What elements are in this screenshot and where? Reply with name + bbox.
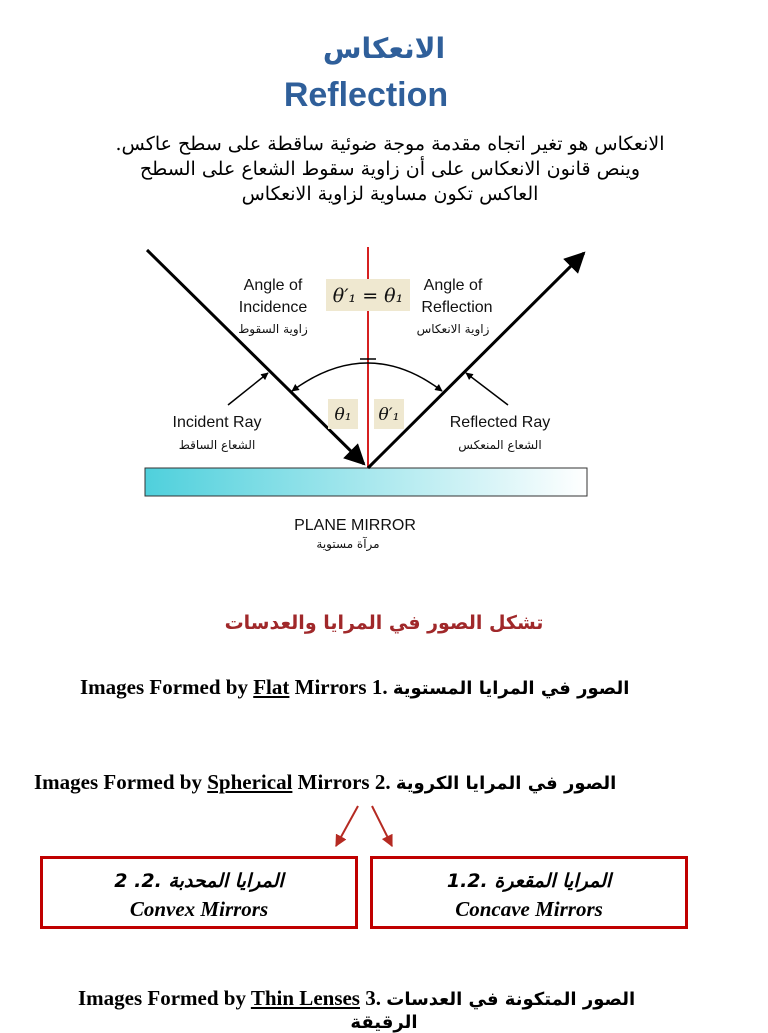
item1-ar: الصور في المرايا المستوية [392, 678, 630, 699]
intro-line-1: الانعكاس هو تغير اتجاه مقدمة موجة ضوئية ساقطة على سطح عاكس. [115, 133, 665, 155]
mirror-label: PLANE MIRROR [294, 517, 416, 534]
arrow-convex [336, 806, 358, 846]
incident-pointer [228, 373, 268, 405]
item2-en-key: Spherical [207, 770, 293, 794]
arrow-concave [372, 806, 392, 846]
item-thin-lenses [78, 986, 635, 1011]
title-english: Reflection [283, 76, 449, 114]
angle-incidence-label-1: Angle of [243, 277, 303, 294]
mirror-label-ar: مرآة مستوية [316, 537, 380, 551]
item1-en-key: Flat [253, 675, 290, 699]
title-arabic: الانعكاس [322, 32, 446, 65]
angle-reflection-label-1: Angle of [423, 277, 483, 294]
angle-incidence-label-ar: زاوية السقوط [238, 322, 308, 336]
branch-arrows [320, 800, 410, 856]
intro-line-3: العاكس تكون مساوية لزاوية الانعكاس [241, 183, 539, 205]
item2-en-suffix: Mirrors [292, 770, 370, 794]
incident-ray-label: Incident Ray [172, 414, 262, 431]
convex-mirrors-box [40, 856, 358, 929]
item3-ar-continued: الرقيقة [350, 1012, 418, 1033]
item3-ar: الصور المتكونة في العدسات [386, 989, 636, 1010]
intro-paragraph [90, 132, 690, 207]
concave-mirrors-box [370, 856, 688, 929]
reflected-ray-label: Reflected Ray [449, 414, 551, 431]
section-title: تشكل الصور في المرايا والعدسات [224, 612, 544, 634]
reflected-pointer [466, 373, 508, 405]
convex-en: Convex Mirrors [129, 897, 269, 921]
theta-reflected: θ′₁ [378, 405, 400, 425]
concave-ar: 1.2. المرايا المقعرة [446, 870, 612, 892]
item2-ar: الصور في المرايا الكروية [395, 773, 617, 794]
item3-en-prefix: Images Formed by [78, 986, 251, 1010]
item2-number: .2 [374, 770, 391, 794]
angle-reflection-label-ar: زاوية الانعكاس [416, 322, 490, 336]
item3-number: .3 [365, 986, 381, 1010]
item1-en-prefix: Images Formed by [80, 675, 254, 699]
item-flat-mirrors [80, 675, 629, 700]
plane-mirror [145, 468, 587, 496]
item2-en-prefix: Images Formed by [34, 770, 208, 794]
law-equation: θ′₁ = θ₁ [332, 285, 404, 307]
convex-ar: 2 .2. المرايا المحدبة [114, 870, 284, 892]
item1-number: .1 [371, 675, 388, 699]
theta-incident: θ₁ [334, 405, 352, 425]
item-spherical-mirrors [34, 770, 616, 795]
item1-en-suffix: Mirrors [289, 675, 367, 699]
reflected-ray-label-ar: الشعاع المنعكس [458, 438, 542, 452]
angle-incidence-label-2: Incidence [238, 299, 308, 316]
reflection-diagram [90, 235, 600, 555]
concave-en: Concave Mirrors [455, 897, 603, 921]
intro-line-2: وينص قانون الانعكاس على أن زاوية سقوط الشعاع على السطح [139, 158, 641, 180]
angle-reflection-label-2: Reflection [421, 299, 493, 316]
item3-en-key: Thin Lenses [250, 986, 360, 1010]
incident-ray-label-ar: الشعاع الساقط [178, 438, 256, 452]
